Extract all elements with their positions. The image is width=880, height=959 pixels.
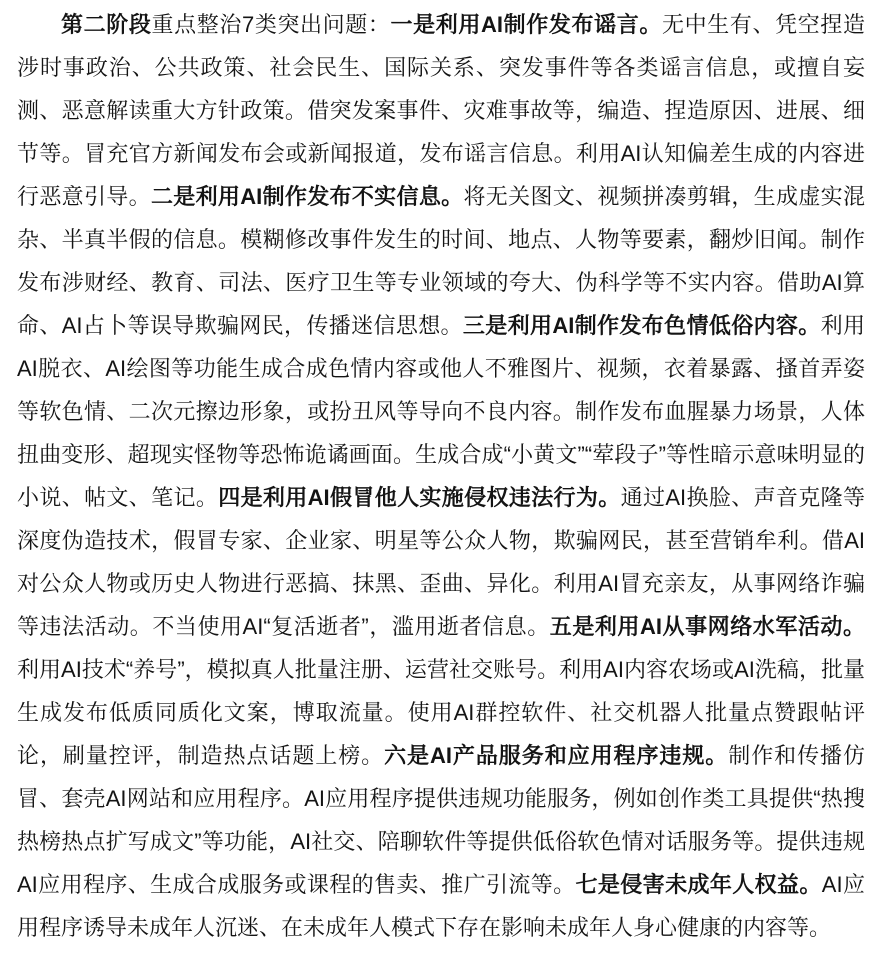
- body-text-run: 利用AI技术“养号”，模拟真人批量注册、运营社交账号。利用AI内容农场或AI洗稿，批量生成发布低质同质化文案，博取流量。使用AI群控软件、社交机器人批量点赞跟帖评论，刷量控评，制造热点话题上榜。: [17, 657, 865, 768]
- emphasis-text-run: 第二阶段: [61, 12, 152, 37]
- body-text-run: 重点整治7类突出问题：: [151, 12, 391, 37]
- body-text-run: 通过AI换脸、声音克隆等深度伪造技术，假冒专家、企业家、明星等公众人物，欺骗网民，甚至营销牟利。借AI对公众人物或历史人物进行恶搞、抹黑、歪曲、异化。利用AI冒充亲友，从事网络诈骗等违法活动。不当使用AI“复活逝者”，滥用逝者信息。: [17, 485, 865, 639]
- paragraph: [17, 3, 865, 949]
- body-text-run: AI应用程序诱导未成年人沉迷、在未成年人模式下存在影响未成年人身心健康的内容等。: [17, 872, 865, 940]
- body-text-run: 制作和传播仿冒、套壳AI网站和应用程序。AI应用程序提供违规功能服务，例如创作类工具提供“热搜热榜热点扩写成文”等功能，AI社交、陪聊软件等提供低俗软色情对话服务等。提供违规AI应用程序、生成合成服务或课程的售卖、推广引流等。: [17, 743, 865, 897]
- emphasis-text-run: 一是利用AI制作发布谣言。: [390, 12, 662, 37]
- emphasis-text-run: 四是利用AI假冒他人实施侵权违法行为。: [218, 485, 621, 510]
- emphasis-text-run: 三是利用AI制作发布色情低俗内容。: [462, 313, 821, 338]
- body-text-run: 将无关图文、视频拼凑剪辑，生成虚实混杂、半真半假的信息。模糊修改事件发生的时间、地点、人物等要素，翻炒旧闻。制作发布涉财经、教育、司法、医疗卫生等专业领域的夸大、伪科学等不实内容。借助AI算命、AI占卜等误导欺骗网民，传播迷信思想。: [17, 184, 865, 338]
- body-text-run: 无中生有、凭空捏造涉时事政治、公共政策、社会民生、国际关系、突发事件等各类谣言信息，或擅自妄测、恶意解读重大方针政策。借突发案事件、灾难事故等，编造、捏造原因、进展、细节等。冒充官方新闻发布会或新闻报道，发布谣言信息。利用AI认知偏差生成的内容进行恶意引导。: [17, 12, 865, 209]
- body-text-run: 利用AI脱衣、AI绘图等功能生成合成色情内容或他人不雅图片、视频，衣着暴露、搔首弄姿等软色情、二次元擦边形象，或扮丑风等导向不良内容。制作发布血腥暴力场景，人体扭曲变形、超现实怪物等恐怖诡谲画面。生成合成“小黄文”“荤段子”等性暗示意味明显的小说、帖文、笔记。: [17, 313, 865, 510]
- emphasis-text-run: 二是利用AI制作发布不实信息。: [150, 184, 464, 209]
- emphasis-text-run: 七是侵害未成年人权益。: [575, 872, 822, 897]
- emphasis-text-run: 六是AI产品服务和应用程序违规。: [384, 743, 729, 768]
- emphasis-text-run: 五是利用AI从事网络水军活动。: [549, 614, 865, 639]
